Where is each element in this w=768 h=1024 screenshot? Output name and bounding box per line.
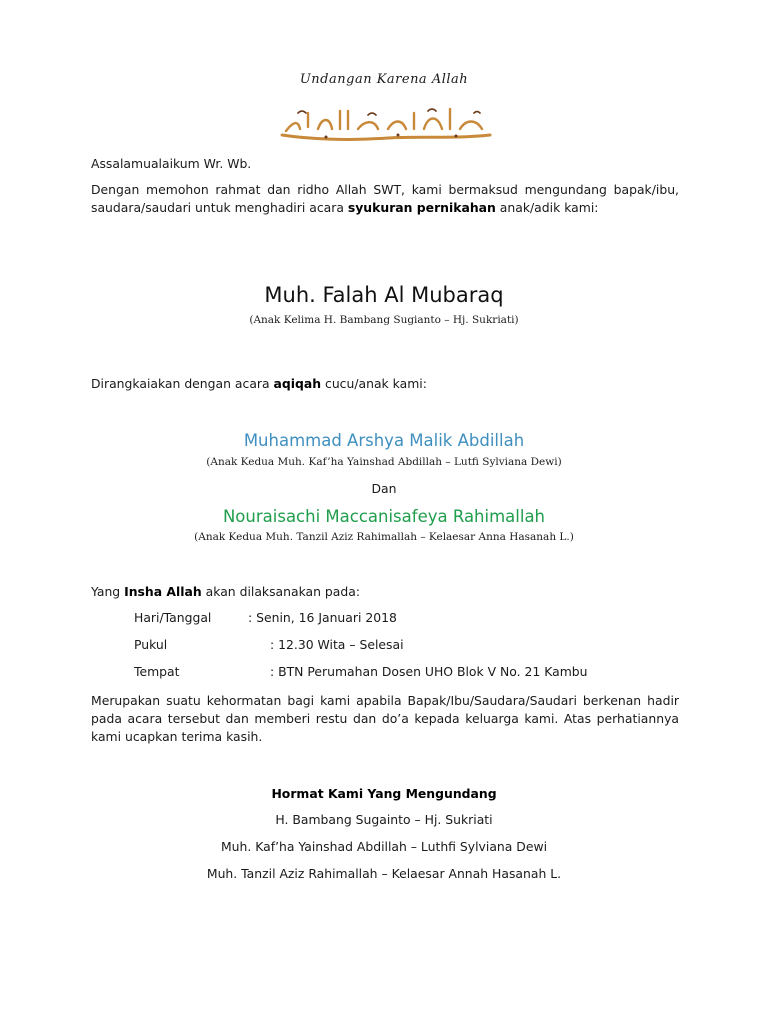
aqiqah-highlight: aqiqah — [273, 376, 322, 391]
aqiqah-text-end: cucu/anak kami: — [321, 376, 427, 391]
detail-value-date: : Senin, 16 Januari 2018 — [248, 610, 397, 625]
signature-line-3: Muh. Tanzil Aziz Rahimallah – Kelaesar Annah Hasanah L. — [206, 866, 562, 881]
signature-line-2: Muh. Kaf’ha Yainshad Abdillah – Luthfi Sylviana Dewi — [220, 839, 548, 854]
closing-paragraph: Merupakan suatu kehormatan bagi kami apabila Bapak/Ibu/Saudara/Saudari berkenan hadir pada acara tersebut dan memberi restu dan do’a kepada keluarga kami. Atas perhatiannya kami ucapkan terima kasih. — [91, 693, 679, 744]
intro-highlight: syukuran pernikahan — [347, 200, 496, 215]
connector-text: Dan — [371, 481, 397, 496]
detail-label-date: Hari/Tanggal — [134, 610, 212, 625]
basmala-calligraphy — [278, 105, 494, 145]
child2-parents: (Anak Kedua Muh. Tanzil Aziz Rahimallah – Kelaesar Anna Hasanah L.) — [194, 531, 574, 543]
detail-label-time: Pukul — [134, 637, 168, 652]
detail-label-place: Tempat — [134, 664, 180, 679]
intro-text-end: anak/adik kami: — [495, 200, 599, 215]
groom-name: Muh. Falah Al Mubaraq — [264, 283, 504, 307]
groom-parents: (Anak Kelima H. Bambang Sugianto – Hj. Sukriati) — [249, 314, 519, 326]
child1-name: Muhammad Arshya Malik Abdillah — [243, 431, 525, 450]
detail-value-place: : BTN Perumahan Dosen UHO Blok V No. 21 Kambu — [270, 664, 588, 679]
intro-text: Dengan memohon rahmat dan ridho Allah SWT, kami bermaksud mengundang bapak/ibu, saudara/saudari untuk menghadiri acara — [91, 182, 679, 215]
schedule-highlight: Insha Allah — [124, 584, 202, 599]
child2-name: Nouraisachi Maccanisafeya Rahimallah — [222, 507, 546, 526]
aqiqah-line — [91, 375, 427, 393]
aqiqah-text: Dirangkaiakan dengan acara — [91, 376, 274, 391]
signature-line-1: H. Bambang Sugainto – Hj. Sukriati — [275, 812, 493, 827]
invitation-title: Undangan Karena Allah — [299, 72, 469, 87]
signature-heading: Hormat Kami Yang Mengundang — [271, 786, 497, 801]
schedule-text: Yang — [91, 584, 125, 599]
intro-paragraph — [91, 181, 679, 217]
detail-value-time: : 12.30 Wita – Selesai — [270, 637, 404, 652]
child1-parents: (Anak Kedua Muh. Kaf’ha Yainshad Abdillah – Lutfi Sylviana Dewi) — [206, 456, 562, 468]
schedule-intro — [91, 583, 360, 601]
schedule-text-end: akan dilaksanakan pada: — [201, 584, 361, 599]
greeting: Assalamualaikum Wr. Wb. — [91, 156, 252, 171]
